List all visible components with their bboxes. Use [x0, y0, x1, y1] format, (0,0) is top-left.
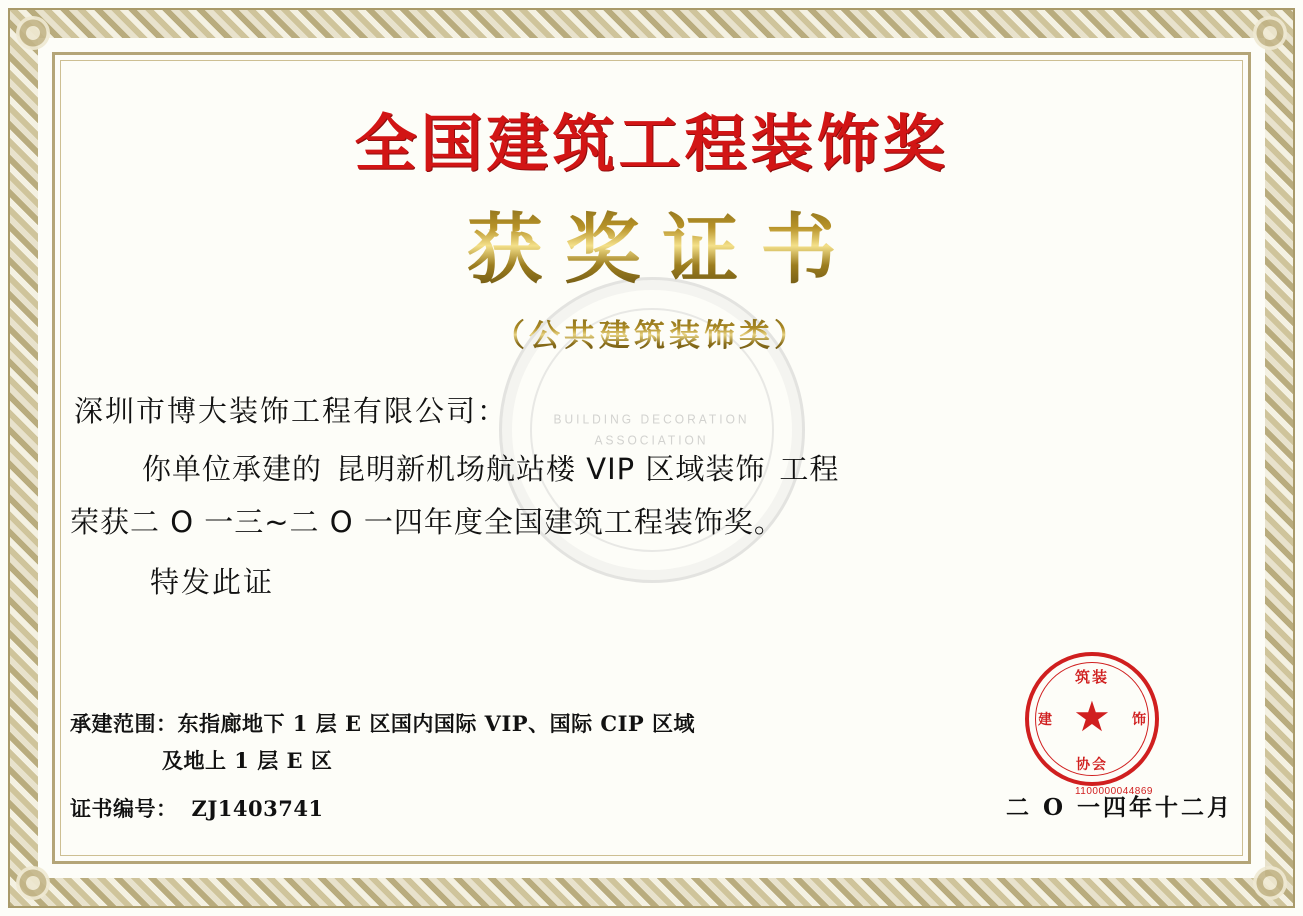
footer-seal-area: [933, 658, 1233, 828]
recipient-name: 深圳市博大装饰工程有限公司：: [74, 394, 509, 428]
scope-line-1: [70, 706, 695, 743]
corner-ornament-icon: [1253, 16, 1287, 50]
scope-text-1: 东指廊地下 1 层 E 区国内国际 VIP、国际 CIP 区域: [177, 710, 696, 736]
scope-line-2: 及地上 1 层 E 区: [162, 747, 333, 773]
scope-label: 承建范围：: [70, 710, 178, 736]
seal-right-text: 饰: [1132, 712, 1146, 728]
certificate-content: [70, 70, 1233, 846]
corner-ornament-icon: [1253, 866, 1287, 900]
seal-star-icon: ★: [1073, 695, 1111, 742]
certificate-number-label: 证书编号：: [70, 796, 178, 822]
citation-prefix: 你单位承建的: [142, 452, 323, 486]
official-seal-icon: [1025, 652, 1159, 786]
project-name: 昆明新机场航站楼 VIP 区域装饰: [336, 452, 766, 486]
corner-ornament-icon: [16, 866, 50, 900]
certificate-footer: [70, 658, 1233, 828]
citation-suffix: 工程: [779, 452, 840, 486]
seal-bottom-text: 协会: [1076, 757, 1108, 773]
certificate-title: 获奖证书: [70, 189, 1233, 298]
citation-line-2: 荣获二 O 一三~二 O 一四年度全国建筑工程装饰奖。: [70, 504, 784, 539]
seal-top-text: 筑装: [1074, 668, 1110, 686]
corner-ornament-icon: [16, 16, 50, 50]
certificate-number-row: [70, 791, 695, 828]
certificate-number-value: ZJ1403741: [191, 796, 324, 822]
seal-code: 1100000044869: [1074, 786, 1153, 797]
watermark-text: BUILDING DECORATION ASSOCIATION: [553, 411, 750, 448]
certificate-body: [70, 389, 1233, 601]
award-title: 全国建筑工程装饰奖: [354, 107, 949, 180]
special-note: 特发此证: [150, 564, 275, 599]
certificate-category: （公共建筑装饰类）: [70, 310, 1233, 355]
citation-line-1: [70, 444, 1233, 495]
seal-left-text: 建: [1038, 712, 1052, 728]
issue-date: 二 O 一四年十二月: [1005, 794, 1233, 821]
footer-details: [70, 706, 695, 828]
